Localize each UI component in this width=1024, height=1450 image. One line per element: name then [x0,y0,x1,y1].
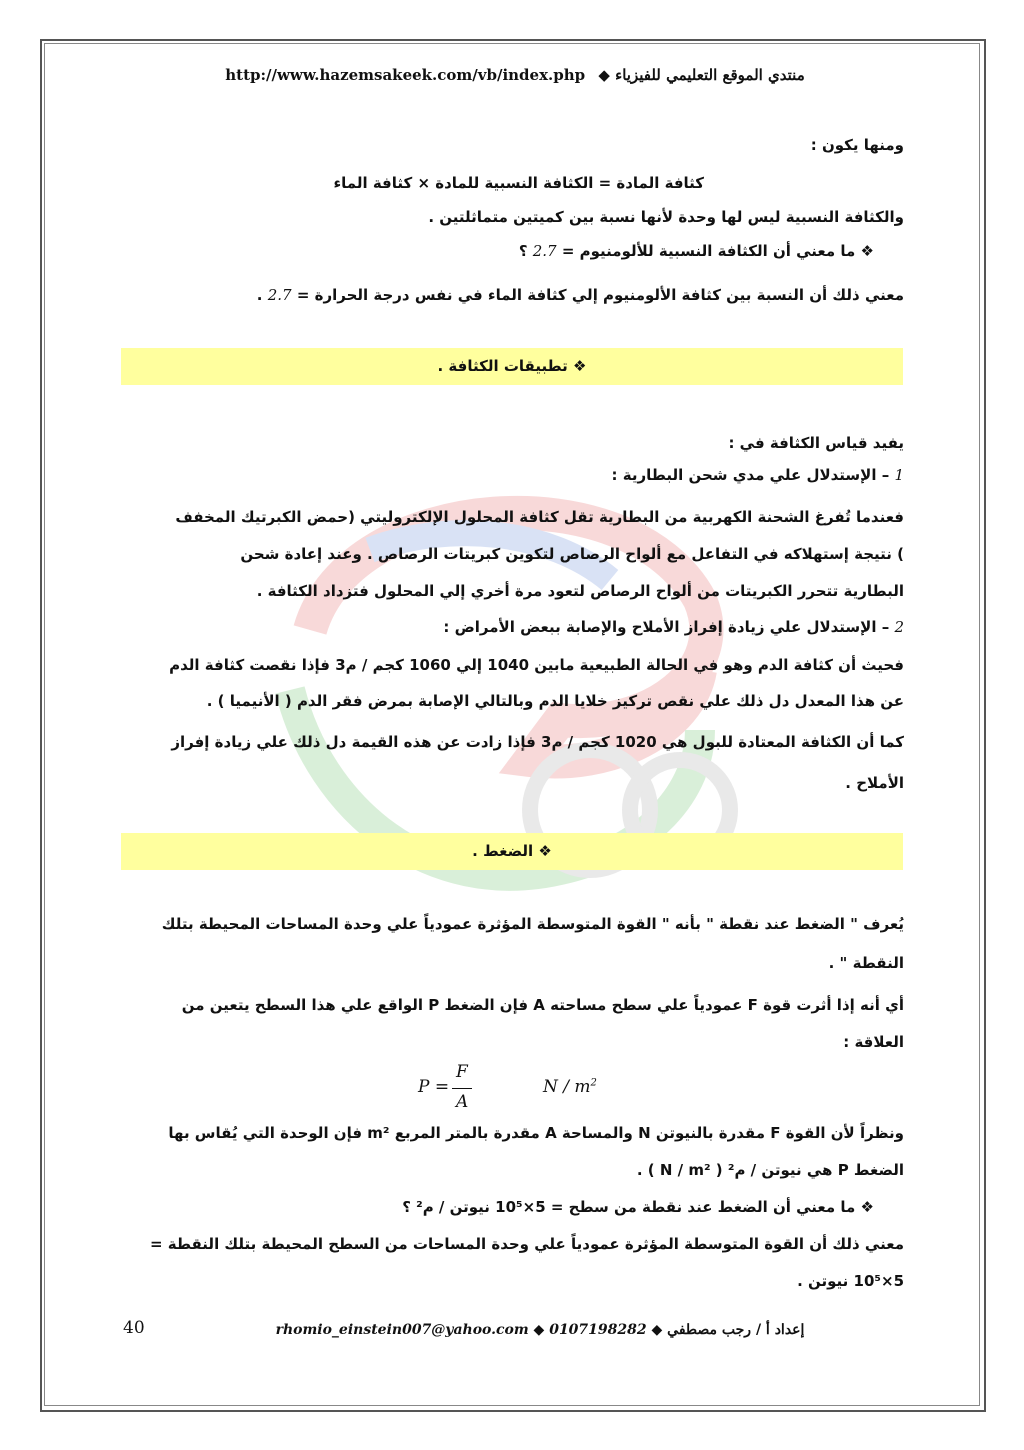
application-1-line-3: البطارية تتحرر الكبريتات من ألواح الرصاص لتعود مرة أخري إلي المحلول فتزداد الكثافة . [256,582,904,600]
formula-numerator: F [456,1062,468,1082]
density-formula-line: كثافة المادة = الكثافة النسبية للمادة × كثافة الماء [333,174,704,192]
application-2-title: – الإستدلال علي زيادة إفراز الأملاح والإصابة ببعض الأمراض : [443,618,890,636]
application-1-heading [612,464,904,486]
formula-unit-text: N / m [543,1077,591,1097]
pressure-unit-line-1: ونظراً لأن القوة F مقدرة بالنيوتن N والمساحة A مقدرة بالمتر المربع m² فإن الوحدة التي يُقاس بها [168,1124,904,1142]
no-unit-line: والكثافة النسبية ليس لها وحدة لأنها نسبة بين كميتين متماثلتين . [428,208,904,226]
pressure-relation-line-2: العلاقة : [843,1033,904,1051]
application-1-title: – الإستدلال علي مدي شحن البطارية : [611,466,890,484]
formula-denominator: A [456,1092,469,1112]
intro-line: ومنها يكون : [810,136,904,154]
footer-email[interactable]: rhomio_einstein007@yahoo.com [275,1322,529,1338]
pressure-definition-line-1: يُعرف " الضغط عند نقطة " بأنه " القوة المتوسطة المؤثرة عمودياً علي وحدة المساحات المحيطة بتلك [161,915,904,933]
footer-separator-1: ◆ [533,1322,545,1338]
answer-pressure-line-1: معني ذلك أن القوة المتوسطة المؤثرة عمودياً علي وحدة المساحات من السطح المحيطة بتلك النقطة = [150,1235,904,1253]
question-aluminium [519,240,874,262]
application-2-heading [443,616,904,638]
question-pressure: ❖ ما معني أن الضغط عند نقطة من سطح = 5×10⁵ نيوتن / م² ؟ [402,1198,874,1216]
question-aluminium-prefix: ❖ ما معني أن الكثافة النسبية للألومنيوم = [561,242,874,260]
section-pressure: ❖ الضغط . [121,833,903,870]
answer-aluminium-value: 2.7 [267,286,292,304]
answer-aluminium [257,284,904,306]
application-2-line-4: الأملاح . [845,774,904,792]
answer-pressure-line-2: 5×10⁵ نيوتن . [797,1272,904,1290]
answer-aluminium-prefix: معني ذلك أن النسبة بين كثافة الألومنيوم إلي كثافة الماء في نفس درجة الحرارة = [296,286,904,304]
header-title: منتدي الموقع التعليمي للفيزياء [615,66,805,84]
application-2-number: 2 [894,618,904,636]
header-url[interactable]: http://www.hazemsakeek.com/vb/index.php [225,66,586,84]
application-1-line-1: فعندما تُفرغ الشحنة الكهربية من البطارية تقل كثافة المحلول الإلكتروليتي (حمض الكبرتيك المخفف [175,508,904,526]
question-aluminium-value: 2.7 [532,242,557,260]
page-footer [240,1322,840,1338]
footer-author: إعداد أ / رجب مصطفي [667,1322,805,1338]
section-density-applications: ❖ تطبيقات الكثافة . [121,348,903,385]
application-2-line-3: كما أن الكثافة المعتادة للبول هي 1020 كجم / م3 فإذا زادت عن هذه القيمة دل ذلك علي زيادة إفراز [171,733,904,751]
footer-separator-2: ◆ [651,1322,663,1338]
page-number: 40 [123,1318,145,1338]
application-1-number: 1 [894,466,904,484]
applications-intro: يفيد قياس الكثافة في : [728,434,904,452]
application-1-line-2: ) نتيجة إستهلاكه في التفاعل مع ألواح الرصاص لتكوين كبريتات الرصاص . وعند إعادة شحن [240,545,904,563]
formula-fraction-bar [452,1088,472,1089]
question-aluminium-suffix: ؟ [518,242,528,260]
formula-unit [543,1077,597,1097]
pressure-formula [400,1062,640,1118]
application-2-line-2: عن هذا المعدل دل ذلك علي نقص تركيز خلايا الدم وبالتالي الإصابة بمرض فقر الدم ( الأنيميا ) . [206,692,904,710]
application-2-line-1: فحيث أن كثافة الدم وهو في الحالة الطبيعية مابين 1040 إلي 1060 كجم / م3 فإذا نقصت كثافة الدم [169,656,904,674]
formula-unit-exponent: 2 [590,1077,597,1089]
pressure-unit-line-2: الضغط P هي نيوتن / م² ( N / m² ) . [636,1161,904,1179]
footer-phone: 0107198282 [549,1322,647,1338]
page-header [170,66,860,84]
pressure-relation-line-1: أي أنه إذا أثرت قوة F عمودياً علي سطح مساحته A فإن الضغط P الواقع علي هذا السطح يتعين من [181,996,904,1014]
answer-aluminium-suffix: . [256,286,263,304]
header-separator: ◆ [598,66,610,84]
formula-lhs: P = [418,1077,450,1097]
pressure-definition-line-2: النقطة " . [828,954,904,972]
